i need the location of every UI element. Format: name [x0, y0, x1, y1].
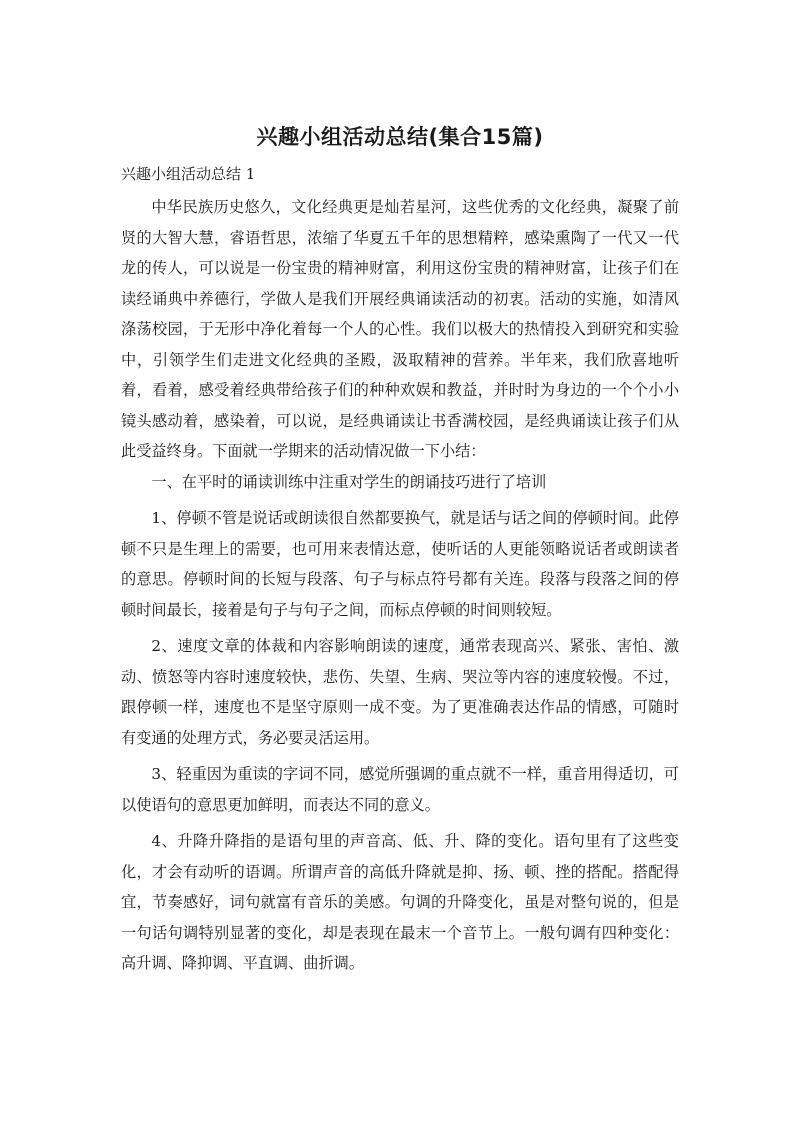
paragraph-intro: 中华民族历史悠久，文化经典更是灿若星河，这些优秀的文化经典，凝聚了前贤的大智大慧，睿语哲思，浓缩了华夏五千年的思想精粹，感染熏陶了一代又一代龙的传人，可以说是一份宝贵的精神财富，利用这份宝贵的精神财富，让孩子们在读经诵典中养德行，学做人是我们开展经典诵读活动的初衷。活动的实施，如清风涤荡校园，于无形中净化着每一个人的心性。我们以极大的热情投入到研究和实验中，引领学生们走进文化经典的圣殿，汲取精神的营养。半年来，我们欣喜地听着，看着，感受着经典带给孩子们的种种欢娱和教益，并时时为身边的一个个小小镜头感动着，感染着，可以说，是经典诵读让书香满校园，是经典诵读让孩子们从此受益终身。下面就一学期来的活动情况做一下小结： [121, 198, 679, 460]
document-title: 兴趣小组活动总结(集合15篇) [256, 125, 544, 149]
section-heading: 兴趣小组活动总结 1 [121, 165, 256, 183]
paragraph-stress: 3、轻重因为重读的字词不同，感觉所强调的重点就不一样，重音用得适切，可以使语句的意思更加鲜明，而表达不同的意义。 [121, 765, 679, 814]
paragraph-intonation: 4、升降升降指的是语句里的声音高、低、升、降的变化。语句里有了这些变化，才会有动听的语调。所谓声音的高低升降就是抑、扬、顿、挫的搭配。搭配得宜，节奏感好，词句就富有音乐的美感。句调的升降变化，虽是对整句说的，但是一句话句调特别显著的变化，却是表现在最末一个音节上。一般句调有四种变化：高升调、降抑调、平直调、曲折调。 [121, 832, 679, 972]
paragraph-heading-1: 一、在平时的诵读训练中注重对学生的朗诵技巧进行了培训 [151, 472, 547, 491]
paragraph-pause: 1、停顿不管是说话或朗读很自然都要换气，就是话与话之间的停顿时间。此停顿不只是生理上的需要，也可用来表情达意，使听话的人更能领略说话者或朗读者的意思。停顿时间的长短与段落、句子与标点符号都有关连。段落与段落之间的停顿时间最长，接着是句子与句子之间，而标点停顿的时间则较短。 [121, 509, 679, 619]
paragraph-speed: 2、速度文章的体裁和内容影响朗读的速度，通常表现高兴、紧张、害怕、激动、愤怒等内容时速度较快，悲伤、失望、生病、哭泣等内容的速度较慢。不过，跟停顿一样，速度也不是坚守原则一成不变。为了更准确表达作品的情感，可随时有变通的处理方式，务必要灵活运用。 [121, 637, 679, 747]
document-body [121, 192, 679, 979]
